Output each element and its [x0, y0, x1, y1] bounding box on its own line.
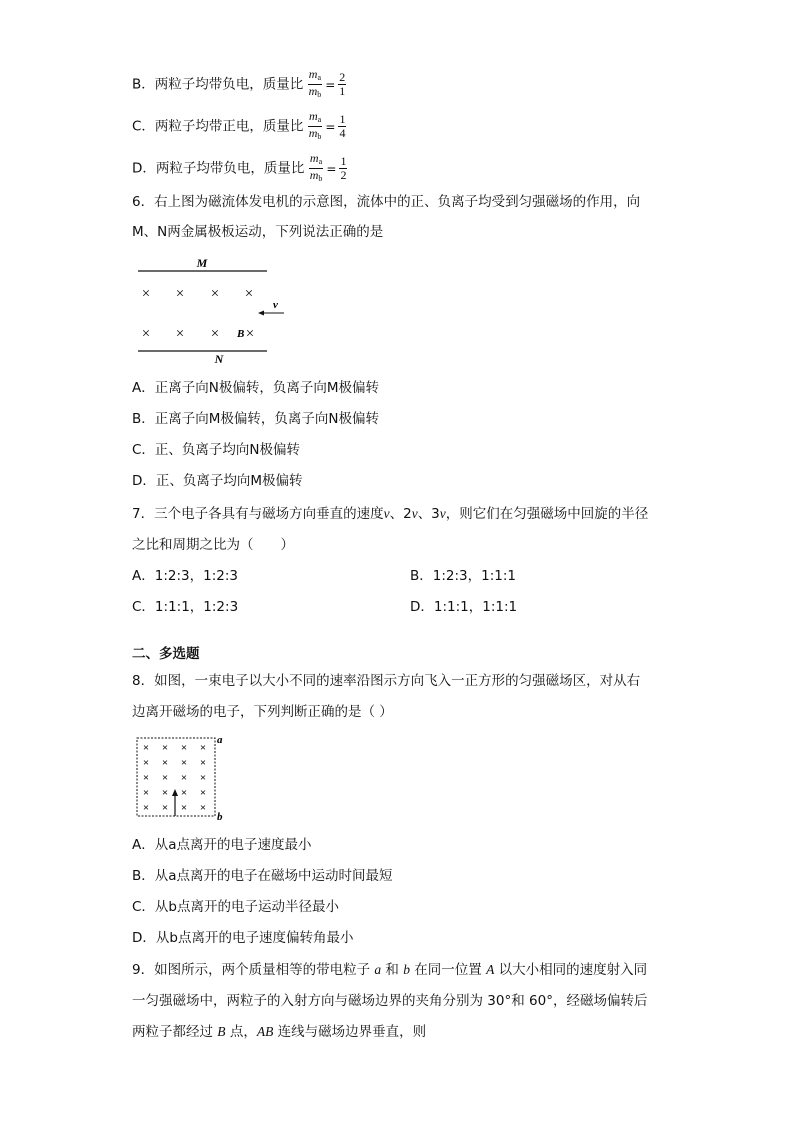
q8-stem-line1: 8．如图，一束电子以大小不同的速率沿图示方向飞入一正方形的匀强磁场区，对从右: [132, 673, 641, 689]
q6-stem-line2: M、N两金属极板运动，下列说法正确的是: [132, 224, 384, 240]
cross-mark: ×: [175, 286, 185, 302]
q8-square-field-figure: [132, 734, 232, 822]
q9-stem-line2: 一匀强磁场中，两粒子的入射方向与磁场边界的夹角分别为 30°和 60°，经磁场偏转后: [132, 993, 648, 1009]
cross-mark: ×: [180, 787, 188, 799]
cross-mark: ×: [142, 772, 150, 784]
cross-mark: ×: [161, 787, 169, 799]
q8-option-b: B．从a点离开的电子在磁场中运动时间最短: [132, 868, 393, 884]
electron-arrowhead: [172, 789, 178, 796]
cross-mark: ×: [142, 742, 150, 754]
velocity-arrowhead: [258, 311, 264, 316]
q7-option-c: C．1:1:1，1:2:3: [132, 599, 239, 615]
cross-mark: ×: [180, 757, 188, 769]
cross-mark: ×: [210, 326, 220, 342]
mass-ratio-c: $\frac{m_a}{m_b}$ = $\frac{1}{4}$: [308, 109, 346, 141]
q7-stem-line2: 之比和周期之比为（ ）: [132, 537, 294, 553]
q5-option-b: B．两粒子均带负电，质量比 $\frac{m_a}{m_b}$ = $\frac{2}{1}$: [132, 67, 346, 99]
section-title-multiple-choice: 二、多选题: [132, 646, 200, 662]
q6-mhd-figure: [132, 254, 292, 366]
cross-mark: ×: [142, 757, 150, 769]
q8-option-c: C．从b点离开的电子运动半径最小: [132, 899, 339, 915]
cross-mark: ×: [180, 742, 188, 754]
q8-stem-line2: 边离开磁场的电子，下列判断正确的是（ ）: [132, 704, 393, 720]
q9-stem-line3: 两粒子都经过 B 点，AB 连线与磁场边界垂直，则: [132, 1024, 427, 1040]
q7-option-a: A．1:2:3，1:2:3: [132, 568, 238, 584]
q6-option-c: C．正、负离子均向N极偏转: [132, 442, 301, 458]
cross-mark: ×: [199, 787, 207, 799]
q7-option-d: D．1:1:1，1:1:1: [410, 599, 518, 615]
cross-mark: ×: [244, 286, 254, 302]
q8-option-a: A．从a点离开的电子速度最小: [132, 837, 312, 853]
point-b-label: b: [217, 811, 223, 822]
q6-option-d: D．正、负离子均向M极偏转: [132, 473, 303, 489]
cross-mark: ×: [161, 802, 169, 814]
point-a-label: a: [217, 734, 223, 746]
q9-stem-line1: 9．如图所示，两个质量相等的带电粒子 a 和 b 在同一位置 A 以大小相同的速度射入同: [132, 962, 648, 978]
q7-option-b: B．1:2:3，1:1:1: [410, 568, 516, 584]
cross-mark: ×: [142, 802, 150, 814]
cross-mark: ×: [161, 757, 169, 769]
q8-option-d: D．从b点离开的电子速度偏转角最小: [132, 930, 354, 946]
q7-stem-line1: 7．三个电子各具有与磁场方向垂直的速度v、2v、3v，则它们在匀强磁场中回旋的半径: [132, 506, 649, 522]
cross-mark: ×: [142, 787, 150, 799]
field-b-label: B: [237, 328, 245, 340]
cross-mark: ×: [141, 326, 151, 342]
cross-mark: ×: [180, 772, 188, 784]
cross-mark: ×: [245, 326, 255, 342]
cross-mark: ×: [161, 772, 169, 784]
plate-m-label: M: [196, 256, 208, 270]
q5-option-c: C．两粒子均带正电，质量比 $\frac{m_a}{m_b}$ = $\frac{1}{4}$: [132, 109, 346, 141]
cross-mark: ×: [199, 772, 207, 784]
plate-n-label: N: [214, 352, 224, 366]
mass-ratio-b: $\frac{m_a}{m_b}$ = $\frac{2}{1}$: [308, 67, 346, 99]
cross-mark: ×: [210, 286, 220, 302]
cross-mark: ×: [175, 326, 185, 342]
cross-mark: ×: [199, 757, 207, 769]
cross-mark: ×: [180, 802, 188, 814]
cross-mark: ×: [199, 802, 207, 814]
q6-option-b: B．正离子向M极偏转，负离子向N极偏转: [132, 411, 380, 427]
cross-mark: ×: [141, 286, 151, 302]
q6-option-a: A．正离子向N极偏转，负离子向M极偏转: [132, 380, 379, 396]
q6-stem-line1: 6．右上图为磁流体发电机的示意图，流体中的正、负离子均受到匀强磁场的作用，向: [132, 194, 641, 210]
cross-mark: ×: [161, 742, 169, 754]
cross-mark: ×: [199, 742, 207, 754]
mass-ratio-d: $\frac{m_a}{m_b}$ = $\frac{1}{2}$: [309, 151, 347, 183]
q5-option-d: D．两粒子均带负电，质量比 $\frac{m_a}{m_b}$ = $\frac{1}{2}$: [132, 151, 347, 183]
velocity-label: v: [273, 299, 278, 311]
